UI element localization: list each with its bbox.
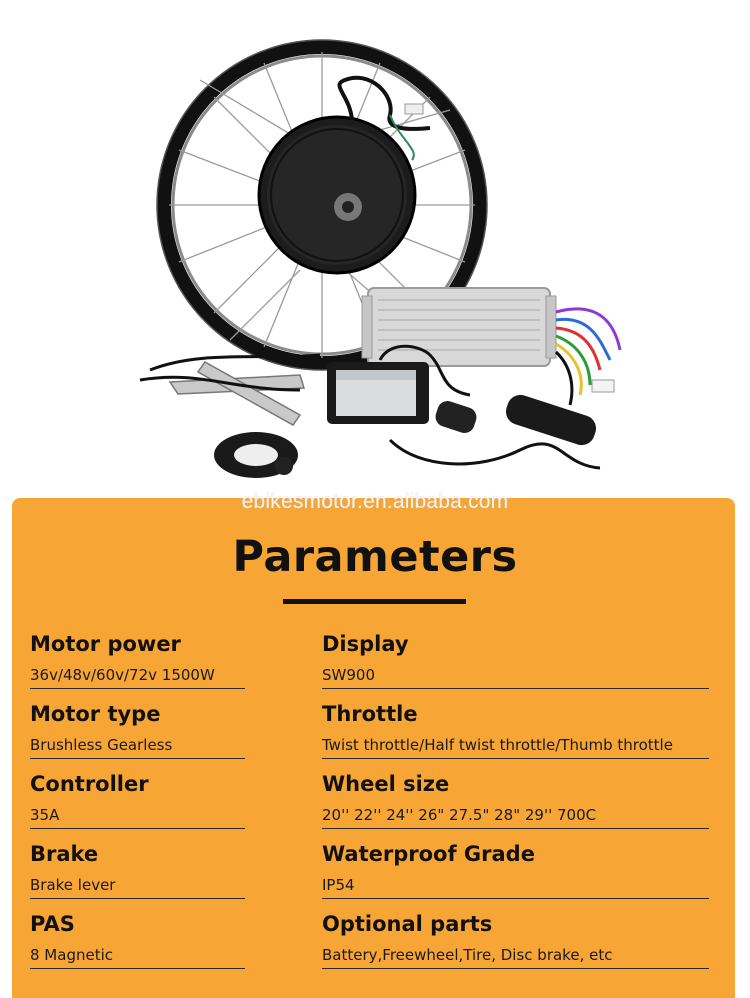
pas-sensor <box>214 432 298 478</box>
param-value: Brake lever <box>30 876 116 894</box>
param-label: Optional parts <box>322 912 493 936</box>
throttle-grips <box>433 392 599 449</box>
param-value: IP54 <box>322 876 355 894</box>
divider <box>30 898 245 899</box>
param-value: 36v/48v/60v/72v 1500W <box>30 666 215 684</box>
param-value: Brushless Gearless <box>30 736 173 754</box>
param-value: Battery,Freewheel,Tire, Disc brake, etc <box>322 946 613 964</box>
lcd-display <box>327 362 429 424</box>
param-value: 8 Magnetic <box>30 946 113 964</box>
param-value: SW900 <box>322 666 375 684</box>
param-label: Motor type <box>30 702 161 726</box>
divider <box>322 688 709 689</box>
divider <box>322 758 709 759</box>
divider <box>322 968 709 969</box>
divider <box>322 898 709 899</box>
divider <box>30 828 245 829</box>
param-label: Wheel size <box>322 772 450 796</box>
divider <box>30 758 245 759</box>
divider <box>30 688 245 689</box>
section-title: Parameters <box>232 532 518 582</box>
divider <box>30 968 245 969</box>
title-underline <box>283 599 466 604</box>
param-label: Motor power <box>30 632 181 656</box>
param-label: Display <box>322 632 409 656</box>
param-label: Brake <box>30 842 99 866</box>
param-label: Controller <box>30 772 149 796</box>
param-label: Throttle <box>322 702 418 726</box>
watermark: ebikesmotor.en.alibaba.com <box>241 490 509 513</box>
param-value: 20'' 22'' 24'' 26" 27.5" 28" 29'' 700C <box>322 806 597 824</box>
param-label: Waterproof Grade <box>322 842 535 866</box>
param-value: Twist throttle/Half twist throttle/Thumb throttle <box>322 736 673 754</box>
param-label: PAS <box>30 912 75 936</box>
param-value: 35A <box>30 806 60 824</box>
controller-box <box>362 288 556 366</box>
divider <box>322 828 709 829</box>
brake-levers <box>170 362 304 425</box>
